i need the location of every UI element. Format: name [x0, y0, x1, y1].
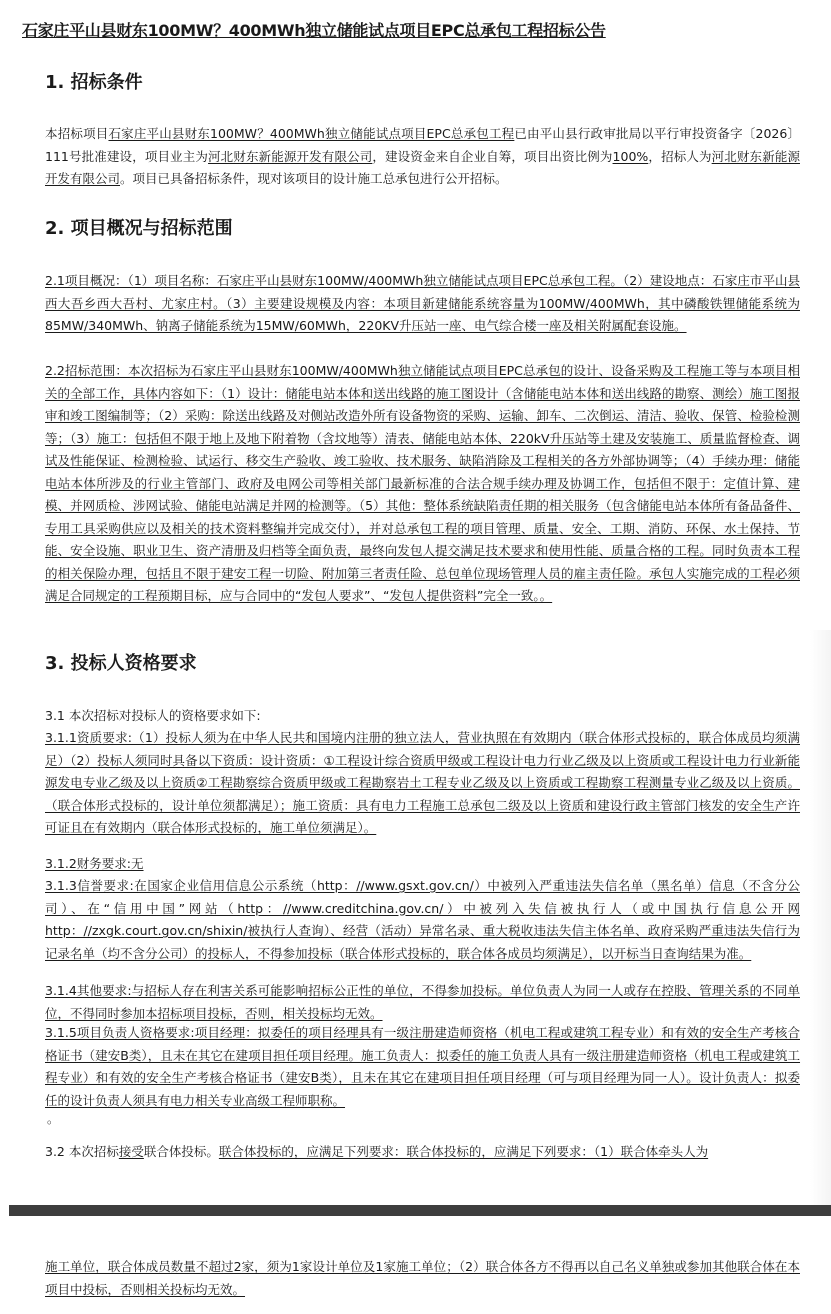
qualification-intro: 3.1 本次招标对投标人的资格要求如下: — [45, 708, 261, 723]
s1-text: 。项目已具备招标条件，现对该项目的设计施工总承包进行公开招标。 — [120, 171, 508, 186]
page-edge-shadow — [810, 630, 831, 1210]
section-1-heading: 1. 招标条件 — [45, 72, 143, 93]
s1-text: 已由平山县行政审批局以平行审投资备字〔2026〕111号批准建设，项目业主为 — [45, 126, 801, 164]
s1-tenderer: 河北财东新能源开发有限公司 — [45, 148, 800, 186]
qualification-requirement: 3.1.1资质要求:（1）投标人须为在中华人民共和国境内注册的独立法人，营业执照在有效期内（联合体形式投标的，联合体成员均须满足）（2）投标人须同时具备以下资质：设计资质：①工程设计综合资质甲级或工程设计电力行业乙级及以上资质或工程设计电力行业新能源发电专业乙级及以上资质②工程勘察综合资质甲级或工程勘察岩土工程专业乙级及以上资质或工程勘察工程测量专业乙级及以上资质。（联合体形式投标的，设计单位须都满足）；施工资质：具有电力工程施工总承包二级及以上资质和建设行政主管部门核发的安全生产许可证且在有效期内（联合体形式投标的，施工单位须满足）。 — [45, 730, 800, 835]
s1-ratio: 100% — [612, 148, 649, 164]
section-2-heading: 2. 项目概况与招标范围 — [45, 218, 233, 239]
section-1-paragraph — [45, 123, 800, 191]
credit-requirement: 3.1.3信誉要求:在国家企业信用信息公示系统（http：//www.gsxt.gov.cn/）中被列入严重违法失信名单（黑名单）信息（不含分公司）、在“信用中国”网站（http：//www.creditchina.gov.cn/）中被列入失信被执行人（或中国执行信息公开网http：//zxgk.court.gov.cn/shixin/被执行人查询）、经营（活动）异常名录、重大税收违法失信主体名单、政府采购严重违法失信行为记录名单（均不含分公司）的投标人，不得参加投标（联合体形式投标的，联合体各成员均须满足），以开标当日查询结果为准。 — [45, 878, 800, 961]
joint-bid-text: 3.2 本次招标 — [45, 1144, 119, 1159]
project-overview-paragraph: 2.1项目概况：（1）项目名称：石家庄平山县财东100MW/400MWh独立储能试点项目EPC总承包工程。（2）建设地点：石家庄市平山县西大吾乡西大吾村、尤家庄村。（3）主要建设规模及内容：本项目新建储能系统容量为100MW/400MWh，其中磷酸铁锂储能系统为85MW/340MWh、钠离子储能系统为15MW/60MWh，220KV升压站一座、电气综合楼一座及相关附属配套设施。 — [45, 273, 800, 333]
s1-owner: 河北财东新能源开发有限公司 — [208, 148, 373, 164]
joint-bid-accept: 接受 — [118, 1144, 144, 1159]
project-leader-requirement: 3.1.5项目负责人资格要求:项目经理：拟委任的项目经理具有一级注册建造师资格（机电工程或建筑工程专业）和有效的安全生产考核合格证书（建安B类），且未在其它在建项目担任项目经理。施工负责人：拟委任的施工负责人具有一级注册建造师资格（机电工程或建筑工程专业）和有效的安全生产考核合格证书（建安B类），且未在其它在建项目担任项目经理（可与项目经理为同一人）。设计负责人：拟委任的设计负责人须具有电力相关专业高级工程师职称。 — [45, 1025, 801, 1108]
joint-bid-text: 联合体投标。 — [143, 1144, 219, 1159]
page-break-bar — [9, 1205, 831, 1216]
s1-project-name: 石家庄平山县财东100MW？400MWh独立储能试点项目EPC总承包工程 — [108, 126, 515, 141]
s1-text: ，招标人为 — [648, 148, 712, 164]
other-requirement: 3.1.4其他要求:与招标人存在利害关系可能影响招标公正性的单位，不得参加投标。单位负责人为同一人或存在控股、管理关系的不同单位，不得同时参加本招标项目投标，否则，相关投标均无效。 — [45, 983, 800, 1021]
s1-text: 本招标项目 — [45, 126, 109, 141]
document-title: 石家庄平山县财东100MW？400MWh独立储能试点项目EPC总承包工程招标公告 — [22, 21, 606, 40]
joint-bid-continued: 施工单位，联合体成员数量不超过2家，须为1家设计单位及1家施工单位；（2）联合体各方不得再以自己名义单独或参加其他联合体在本项目中投标，否则相关投标均无效。 — [45, 1259, 800, 1297]
trailing-mark: 。 — [47, 1112, 60, 1126]
s1-text: ，建设资金来自企业自筹，项目出资比例为 — [372, 148, 613, 164]
joint-bid-paragraph — [45, 1141, 800, 1164]
section-3-heading: 3. 投标人资格要求 — [45, 653, 197, 674]
tender-scope-paragraph: 2.2招标范围：本次招标为石家庄平山县财东100MW/400MWh独立储能试点项目EPC总承包的设计、设备采购及工程施工等与本项目相关的全部工作，具体内容如下：（1）设计：储能电站本体和送出线路的施工图设计（含储能电站本体和送出线路的勘察、测绘）施工图报审和竣工图编制等；（2）采购：除送出线路及对侧站改造外所有设备物资的采购、运输、卸车、二次倒运、清洁、验收、保管、检验检测等；（3）施工：包括但不限于地上及地下附着物（含坟地等）清表、储能电站本体、220kV升压站等土建及安装施工、质量监督检查、调试及性能保证、检测检验、试运行、移交生产验收、竣工验收、技术服务、缺陷消除及工程相关的各方外部协调等；（4）手续办理：储能电站本体所涉及的行业主管部门、政府及电网公司等相关部门最新标准的合法合规手续办理及协调工作，包括但不限于：定值计算、建模、并网质检、涉网试验、储能电站满足并网的检测等。（5）其他：整体系统缺陷责任期的相关服务（包含储能电站本体所有备品备件、专用工具采购供应以及相关的技术资料整编并完成交付），并对总承包工程的项目管理、质量、安全、工期、消防、环保、水土保持、节能、安全设施、职业卫生、资产清册及归档等全面负责，最终向发包人提交满足技术要求和使用性能、质量合格的工程。同时负责本工程的相关保险办理，包括且不限于建安工程一切险、附加第三者责任险、总包单位现场管理人员的雇主责任险。承包人实施完成的工程必须满足合同规定的工程预期目标，应与合同中的“发包人要求”、“发包人提供资料”完全一致。。 — [45, 363, 800, 603]
financial-requirement: 3.1.2财务要求:无 — [45, 856, 144, 871]
joint-bid-conditions: 联合体投标的，应满足下列要求：联合体投标的，应满足下列要求：（1）联合体牵头人为 — [218, 1144, 709, 1159]
